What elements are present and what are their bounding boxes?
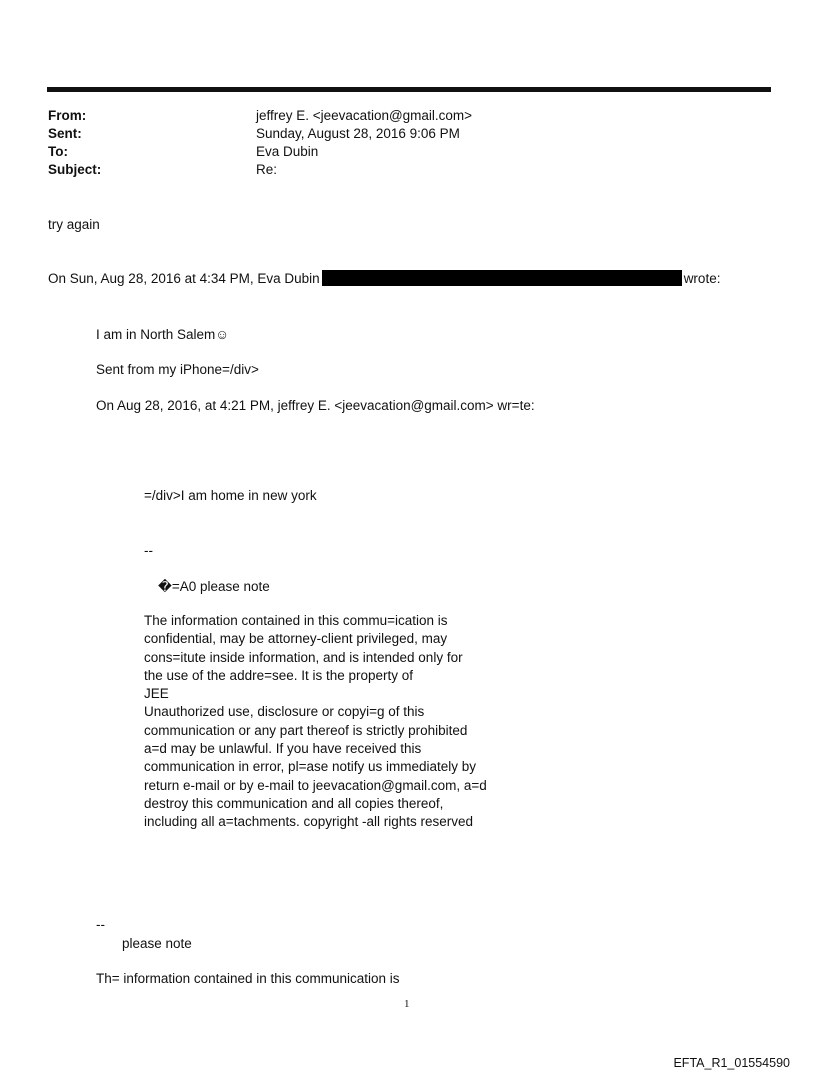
sent-label: Sent: [48, 126, 82, 141]
disclaimer-line: including all a=tachments. copyright -all rights reserved [144, 814, 474, 830]
to-row [48, 143, 472, 161]
page-number: 1 [404, 998, 410, 1010]
header-rule [47, 87, 771, 92]
to-value: Eva Dubin [256, 144, 319, 159]
redaction-box [322, 270, 682, 286]
outer-separator: -- [96, 917, 105, 932]
disclaimer-line: communication or any part thereof is strictly prohibited [144, 722, 468, 738]
inner-separator: -- [144, 543, 153, 558]
disclaimer-line: cons=itute inside information, and is intended only for [144, 649, 463, 665]
sent-row [48, 125, 472, 143]
disclaimer-line: return e-mail or by e-mail to jeevacation@gmail.com, a=d [144, 777, 487, 793]
inner-please-note: �=A0 please note [158, 579, 270, 594]
quote-intro-wrote: wrote: [683, 271, 721, 286]
quote-intro-text: On Sun, Aug 28, 2016 at 4:34 PM, Eva Dubin [48, 271, 320, 286]
reply-signature: Sent from my iPhone=/div> [96, 362, 259, 377]
disclaimer-line: the use of the addre=see. It is the property of [144, 667, 414, 683]
body-line-try-again: try again [48, 217, 100, 232]
disclaimer-line: JEE [144, 686, 169, 702]
disclaimer-line: communication in error, pl=ase notify us immediately by [144, 759, 477, 775]
quote-intro [48, 270, 720, 288]
email-header [48, 107, 472, 179]
reply-quote-intro: On Aug 28, 2016, at 4:21 PM, jeffrey E. <jeevacation@gmail.com> wr=te: [96, 398, 535, 413]
inner-message: =/div>I am home in new york [144, 488, 317, 503]
disclaimer-line: destroy this communication and all copies thereof, [144, 795, 444, 811]
to-label: To: [48, 144, 68, 159]
disclaimer-line: confidential, may be attorney-client privileged, may [144, 631, 448, 647]
subject-value: Re: [256, 162, 278, 177]
outer-disclaimer-start: Th= information contained in this communication is [96, 971, 400, 986]
subject-row [48, 161, 472, 179]
reply-location: I am in North Salem☺ [96, 327, 230, 342]
from-value: jeffrey E. <jeevacation@gmail.com> [256, 108, 473, 123]
subject-label: Subject: [48, 162, 102, 177]
outer-please-note: please note [122, 936, 192, 951]
disclaimer-line: Unauthorized use, disclosure or copyi=g of this [144, 704, 425, 720]
document-id: EFTA_R1_01554590 [673, 1056, 790, 1070]
disclaimer-line: a=d may be unlawful. If you have received this [144, 741, 422, 757]
disclaimer-block [144, 612, 487, 832]
from-row [48, 107, 472, 125]
from-label: From: [48, 108, 87, 123]
disclaimer-line: The information contained in this commu=ication is [144, 613, 448, 628]
sent-value: Sunday, August 28, 2016 9:06 PM [256, 126, 460, 141]
